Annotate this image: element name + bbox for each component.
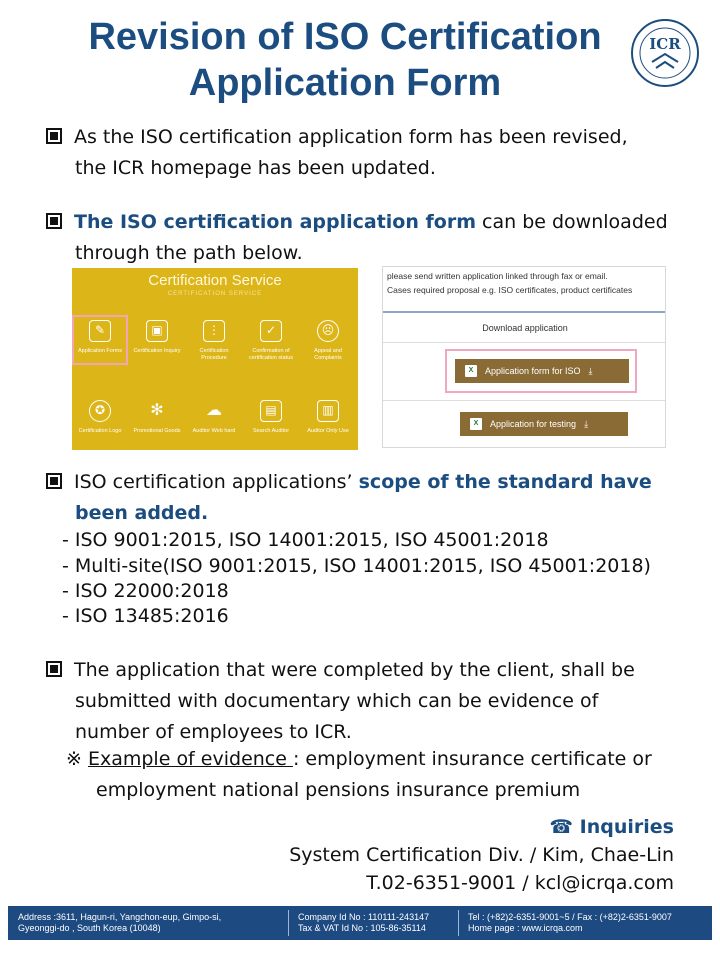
certification-service-screenshot [72, 268, 358, 450]
selection-highlight-box [72, 315, 128, 365]
excel-icon: X [465, 365, 477, 377]
bullet-square-icon [46, 213, 62, 229]
page-title-line1: Revision of ISO Certification [88, 16, 602, 58]
note-rest: : employment insurance certificate or [292, 748, 652, 770]
bullet-square-icon [46, 128, 62, 144]
section-evidence [46, 655, 706, 748]
standard-item: - ISO 22000:2018 [62, 580, 229, 602]
section4-line2: submitted with documentary which can be evidence of [75, 690, 599, 712]
id-icon: ▥ [317, 400, 339, 422]
footer [8, 906, 712, 940]
section4-line3: number of employees to ICR. [75, 721, 352, 743]
divider [383, 311, 666, 313]
phone-icon: ☎ [549, 816, 580, 838]
id-card-icon: ▤ [260, 400, 282, 422]
service-item-auditor-only[interactable]: ▥ Auditor Only Use [301, 400, 355, 435]
download-icon: ⤓ [588, 366, 593, 376]
service-item-application-forms[interactable]: ✎ Application Forms [73, 320, 127, 355]
check-icon: ✓ [260, 320, 282, 342]
evidence-note [66, 744, 706, 775]
footer-company: Company Id No : 110111-243147 Tax & VAT Id No : 105-86-35114 [298, 912, 430, 933]
excel-icon: X [470, 418, 482, 430]
bullet-square-icon [46, 473, 62, 489]
section2-line2: through the path below. [75, 242, 303, 264]
bullet-square-icon [46, 661, 62, 677]
standard-item: - ISO 9001:2015, ISO 14001:2015, ISO 45001:2018 [62, 529, 549, 551]
cloud-icon: ☁ [206, 400, 222, 419]
application-form-iso-button[interactable]: X Application form for ISO ⤓ [455, 359, 629, 383]
section2-highlight: The ISO certification application form [74, 211, 476, 233]
section3-lead: ISO certification applications’ [74, 471, 359, 493]
download-note-1: please send written application linked through fax or email. [387, 271, 608, 281]
sparkle-icon: ✻ [150, 400, 164, 419]
face-icon: ☹ [317, 320, 339, 342]
application-testing-button[interactable]: X Application for testing ⤓ [460, 412, 628, 436]
evidence-note-line2: employment national pensions insurance premium [96, 779, 581, 801]
service-item-auditor-webhard[interactable]: ☁ Auditor Web hard [192, 400, 236, 434]
service-title: Certification Service [148, 272, 282, 289]
note-label: Example of evidence [87, 748, 293, 770]
footer-address: Address :3611, Hagun-ri, Yangchon-eup, Gimpo-si, Gyeonggi-do , South Korea (10048) [18, 912, 222, 933]
footer-contact: Tel : (+82)2-6351-9001~5 / Fax : (+82)2-6351-9007 Home page : www.icrqa.com [468, 912, 672, 933]
service-item-search-auditor[interactable]: ▤ Search Auditor [244, 400, 298, 435]
icr-logo [630, 18, 700, 88]
section-download [46, 207, 706, 269]
badge-icon: ✪ [89, 400, 111, 422]
section1-line2: the ICR homepage has been updated. [75, 157, 436, 179]
service-item-certification-logo[interactable]: ✪ Certification Logo [73, 400, 127, 435]
selection-highlight-box [445, 349, 637, 393]
download-note-2: Cases required proposal e.g. ISO certificates, product certificates [387, 285, 633, 295]
service-item-appeal-complaints[interactable]: ☹ Appeal and Complaints [301, 320, 355, 362]
section2-rest: can be downloaded [476, 211, 668, 233]
standard-item: - Multi-site(ISO 9001:2015, ISO 14001:2015, ISO 45001:2018) [62, 555, 651, 577]
download-application-screenshot [382, 266, 666, 448]
certificate-icon: ▣ [146, 320, 168, 342]
divider [383, 400, 666, 401]
section-revised [46, 122, 706, 184]
download-header: Download application [383, 314, 666, 343]
edit-icon: ✎ [89, 320, 111, 342]
inquiries-contact-person: System Certification Div. / Kim, Chae-Lin [289, 844, 674, 866]
inquiries-block [289, 813, 674, 897]
service-item-certification-inquiry[interactable]: ▣ Certification Inquiry [130, 320, 184, 355]
flow-icon: ⋮ [203, 320, 225, 342]
footer-divider [458, 910, 459, 936]
service-item-certification-procedure[interactable]: ⋮ Certification Procedure [187, 320, 241, 362]
section3-highlight2: been added. [75, 502, 209, 524]
section3-highlight1: scope of the standard have [358, 471, 652, 493]
service-subtitle: CERTIFICATION SERVICE [167, 291, 263, 297]
section4-line1: The application that were completed by the client, shall be [74, 659, 635, 681]
section-scope [46, 467, 706, 529]
note-mark: ※ [66, 748, 82, 770]
download-icon: ⤓ [584, 419, 589, 429]
service-item-promotional-goods[interactable]: ✻ Promotional Goods [133, 400, 181, 434]
section1-line1: As the ISO certification application form has been revised, [74, 126, 628, 148]
service-item-confirmation-status[interactable]: ✓ Confirmation of certification status [244, 320, 298, 362]
svg-text:ICR: ICR [649, 35, 681, 53]
inquiries-phone-email: T.02-6351-9001 / kcl@icrqa.com [366, 872, 674, 894]
footer-divider [288, 910, 289, 936]
page-title-line2: Application Form [188, 62, 502, 104]
standard-item: - ISO 13485:2016 [62, 605, 229, 627]
inquiries-heading: Inquiries [579, 816, 674, 838]
